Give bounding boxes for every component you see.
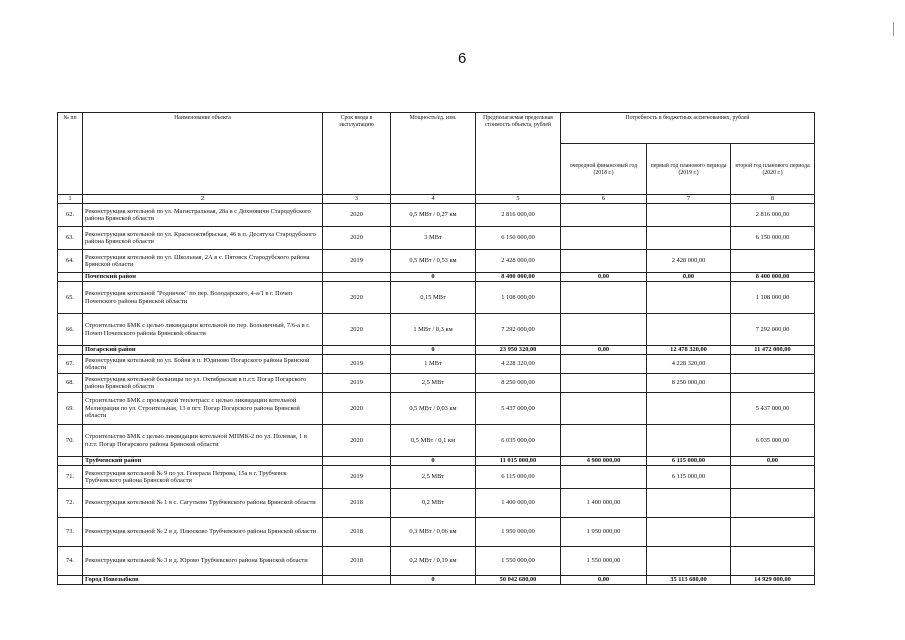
col-number: 4: [391, 195, 476, 204]
budget-2019-cell: 6 115 000,00: [647, 457, 731, 466]
table-row: [58, 227, 815, 250]
budget-2018-cell: [561, 250, 647, 273]
table-body: [58, 195, 815, 585]
year-cell: 2020: [323, 425, 391, 457]
power-cell: 0,15 МВт: [391, 282, 476, 314]
district-total-row: [58, 457, 815, 466]
object-name-cell: Реконструкция котельной № 2 в д. Плюсково Трубчевского района Брянской области: [83, 518, 323, 547]
power-cell: 0,5 МВт / 0,53 км: [391, 250, 476, 273]
year-cell: 2020: [323, 204, 391, 227]
budget-2019-cell: [647, 489, 731, 518]
power-cell: 2,5 МВт: [391, 466, 476, 489]
budget-2020-cell: 14 929 000,00: [731, 576, 815, 585]
year-cell: [323, 273, 391, 282]
cost-cell: 50 042 680,00: [476, 576, 561, 585]
power-cell: 0,2 МВт: [391, 489, 476, 518]
row-num-cell: [58, 457, 83, 466]
budget-2018-cell: [561, 227, 647, 250]
year-cell: 2020: [323, 282, 391, 314]
year-cell: [323, 576, 391, 585]
table-row: [58, 466, 815, 489]
object-name-cell: Реконструкция котельной № 1 в с. Сагутьево Трубчевского района Брянской области: [83, 489, 323, 518]
cost-cell: 6 035 000,00: [476, 425, 561, 457]
budget-2019-cell: 35 113 680,00: [647, 576, 731, 585]
budget-2019-cell: [647, 425, 731, 457]
power-cell: 1 МВт: [391, 355, 476, 374]
budget-2018-cell: [561, 314, 647, 346]
cost-cell: 8 400 000,00: [476, 273, 561, 282]
row-num-cell: 72.: [58, 489, 83, 518]
cost-cell: 2 816 000,00: [476, 204, 561, 227]
col-number: 8: [731, 195, 815, 204]
budget-2018-cell: 0,00: [561, 273, 647, 282]
header-name: Наименование объекта: [83, 113, 323, 195]
budget-2018-cell: 4 900 000,00: [561, 457, 647, 466]
row-num-cell: [58, 576, 83, 585]
object-name-cell: Реконструкция котельной по ул. Краснооктябрьская, 46 в п. Десятуха Стародубского района Брянской области: [83, 227, 323, 250]
table-row: [58, 425, 815, 457]
row-num-cell: 69.: [58, 393, 83, 425]
budget-2018-cell: 1 950 000,00: [561, 518, 647, 547]
power-cell: 0,5 МВт / 0,03 км: [391, 393, 476, 425]
object-name-cell: Погарский район: [83, 346, 323, 355]
budget-2020-cell: 6 150 000,00: [731, 227, 815, 250]
cost-cell: 5 437 000,00: [476, 393, 561, 425]
budget-2020-cell: [731, 518, 815, 547]
budget-2018-cell: 1 550 000,00: [561, 547, 647, 576]
budget-2020-cell: 6 035 000,00: [731, 425, 815, 457]
col-number: 3: [323, 195, 391, 204]
object-name-cell: Город Новозыбков: [83, 576, 323, 585]
budget-2020-cell: 8 400 000,00: [731, 273, 815, 282]
budget-2020-cell: 7 292 000,00: [731, 314, 815, 346]
row-num-cell: 67.: [58, 355, 83, 374]
header-need: Потребность в бюджетных ассигнованиях, рублей: [561, 113, 815, 144]
year-cell: 2020: [323, 393, 391, 425]
cost-cell: 7 292 000,00: [476, 314, 561, 346]
table-row: [58, 393, 815, 425]
year-cell: 2018: [323, 547, 391, 576]
edge-mark: [893, 22, 894, 36]
cost-cell: 1 550 000,00: [476, 547, 561, 576]
object-name-cell: Трубчевский район: [83, 457, 323, 466]
table-row: [58, 547, 815, 576]
object-name-cell: Строительство БМК с прокладкой теплотрасс с целью ликвидации котельной Мелиорация по ул. Строительная, 13 в пгт. Погар Погарского района Брянской области: [83, 393, 323, 425]
object-name-cell: Реконструкция котельной больницы по ул. Октябрьская в п.г.т. Погар Погарского района Брянской области: [83, 374, 323, 393]
year-cell: 2019: [323, 466, 391, 489]
budget-2020-cell: 0,00: [731, 457, 815, 466]
cost-cell: 1 108 000,00: [476, 282, 561, 314]
cost-cell: 23 950 320,00: [476, 346, 561, 355]
cost-cell: 4 228 320,00: [476, 355, 561, 374]
power-cell: 0: [391, 576, 476, 585]
cost-cell: 8 250 000,00: [476, 374, 561, 393]
power-cell: 0,2 МВт / 0,19 км: [391, 547, 476, 576]
budget-2020-cell: [731, 466, 815, 489]
row-num-cell: 71.: [58, 466, 83, 489]
budget-2019-cell: 6 115 000,00: [647, 466, 731, 489]
district-total-row: [58, 346, 815, 355]
year-cell: [323, 457, 391, 466]
col-number: 1: [58, 195, 83, 204]
year-cell: 2019: [323, 355, 391, 374]
table-row: [58, 374, 815, 393]
row-num-cell: 74.: [58, 547, 83, 576]
row-num-cell: [58, 273, 83, 282]
year-cell: 2020: [323, 227, 391, 250]
row-num-cell: [58, 346, 83, 355]
year-cell: 2018: [323, 518, 391, 547]
object-name-cell: Строительство БМК с целью ликвидации котельной МПМК-2 по ул. Полевая, 1 в п.г.т. Погар Погарского района Брянской области: [83, 425, 323, 457]
cost-cell: 6 150 000,00: [476, 227, 561, 250]
budget-2019-cell: [647, 204, 731, 227]
budget-2018-cell: [561, 282, 647, 314]
table-row: [58, 314, 815, 346]
budget-2020-cell: 1 108 000,00: [731, 282, 815, 314]
object-name-cell: Почепский район: [83, 273, 323, 282]
budget-2019-cell: 4 228 320,00: [647, 355, 731, 374]
budget-2019-cell: [647, 518, 731, 547]
header-2018: очередной финансовый год (2018 г.): [561, 144, 647, 195]
cost-cell: 1 400 000,00: [476, 489, 561, 518]
power-cell: 0,5 МВт / 0,1 км: [391, 425, 476, 457]
object-name-cell: Реконструкция котельной по ул. Бойня в п. Юдиново Погарского района Брянской области: [83, 355, 323, 374]
district-total-row: [58, 576, 815, 585]
object-name-cell: Реконструкция котельной "Родничок" по пер. Володарского, 4-а/1 в г. Почеп Почепского района Брянской области: [83, 282, 323, 314]
col-number: 6: [561, 195, 647, 204]
table-row: [58, 518, 815, 547]
row-num-cell: 68.: [58, 374, 83, 393]
header-power: Мощность/ед. изм.: [391, 113, 476, 195]
cost-cell: 1 950 000,00: [476, 518, 561, 547]
budget-2020-cell: [731, 355, 815, 374]
object-name-cell: Реконструкция котельной по ул. Магистральная, 28а в с Дохновичи Стародубского района Брянской области: [83, 204, 323, 227]
power-cell: 3 МВт: [391, 227, 476, 250]
budget-2019-cell: [647, 393, 731, 425]
budget-2019-cell: 0,00: [647, 273, 731, 282]
row-num-cell: 66.: [58, 314, 83, 346]
year-cell: 2020: [323, 314, 391, 346]
year-cell: [323, 346, 391, 355]
budget-2020-cell: [731, 250, 815, 273]
col-number: 5: [476, 195, 561, 204]
col-number: 2: [83, 195, 323, 204]
object-name-cell: Строительство БМК с целью ликвидации котельной по пер. Больничный, 7/6-а в г. Почеп Почепского района Брянской области: [83, 314, 323, 346]
col-number: 7: [647, 195, 731, 204]
row-num-cell: 65.: [58, 282, 83, 314]
budget-2019-cell: [647, 547, 731, 576]
budget-2020-cell: [731, 374, 815, 393]
page-number: 6: [458, 50, 467, 67]
budget-2020-cell: 11 472 000,00: [731, 346, 815, 355]
cost-cell: 6 115 000,00: [476, 466, 561, 489]
budget-2018-cell: [561, 204, 647, 227]
budget-2019-cell: 8 250 000,00: [647, 374, 731, 393]
year-cell: 2018: [323, 489, 391, 518]
header-2019: первый год планового периода (2019 г.): [647, 144, 731, 195]
table-row: [58, 489, 815, 518]
budget-2018-cell: [561, 466, 647, 489]
budget-2018-cell: 1 400 000,00: [561, 489, 647, 518]
row-num-cell: 62.: [58, 204, 83, 227]
power-cell: 0: [391, 346, 476, 355]
table-row: [58, 282, 815, 314]
cost-cell: 2 428 000,00: [476, 250, 561, 273]
budget-2018-cell: [561, 393, 647, 425]
budget-2018-cell: [561, 374, 647, 393]
row-num-cell: 63.: [58, 227, 83, 250]
budget-2020-cell: [731, 547, 815, 576]
budget-2019-cell: 12 478 320,00: [647, 346, 731, 355]
district-total-row: [58, 273, 815, 282]
budget-2020-cell: 2 816 000,00: [731, 204, 815, 227]
budget-2018-cell: 0,00: [561, 346, 647, 355]
header-num: № пп: [58, 113, 83, 195]
column-number-row: [58, 195, 815, 204]
power-cell: 2,5 МВт: [391, 374, 476, 393]
budget-2019-cell: [647, 282, 731, 314]
budget-2018-cell: [561, 425, 647, 457]
cost-cell: 11 015 000,00: [476, 457, 561, 466]
investment-table: [57, 112, 815, 585]
budget-2019-cell: [647, 314, 731, 346]
year-cell: 2019: [323, 374, 391, 393]
table-row: [58, 250, 815, 273]
row-num-cell: 70.: [58, 425, 83, 457]
object-name-cell: Реконструкция котельной № 3 в д. Юрово Трубчевского района Брянской области: [83, 547, 323, 576]
budget-2020-cell: 5 437 000,00: [731, 393, 815, 425]
table-row: [58, 204, 815, 227]
budget-2020-cell: [731, 489, 815, 518]
budget-2018-cell: 0,00: [561, 576, 647, 585]
power-cell: 0,3 МВт / 0,06 км: [391, 518, 476, 547]
budget-2018-cell: [561, 355, 647, 374]
budget-2019-cell: 2 428 000,00: [647, 250, 731, 273]
power-cell: 0: [391, 457, 476, 466]
header-2020: второй год планового периода (2020 г.): [731, 144, 815, 195]
table-row: [58, 355, 815, 374]
header-cost: Предполагаемая предельная стоимость объекта, рублей: [476, 113, 561, 195]
row-num-cell: 73.: [58, 518, 83, 547]
power-cell: 0,5 МВт / 0,27 км: [391, 204, 476, 227]
object-name-cell: Реконструкция котельной по ул. Школьная, 2А в с. Пятовск Стародубского района Брянской области: [83, 250, 323, 273]
year-cell: 2019: [323, 250, 391, 273]
header-year: Срок ввода в эксплуатацию: [323, 113, 391, 195]
budget-2019-cell: [647, 227, 731, 250]
power-cell: 0: [391, 273, 476, 282]
row-num-cell: 64.: [58, 250, 83, 273]
object-name-cell: Реконструкция котельной № 9 по ул. Генерала Петрова, 15а в г. Трубчевск Трубчевского района Брянской области: [83, 466, 323, 489]
power-cell: 1 МВт / 0,3 км: [391, 314, 476, 346]
